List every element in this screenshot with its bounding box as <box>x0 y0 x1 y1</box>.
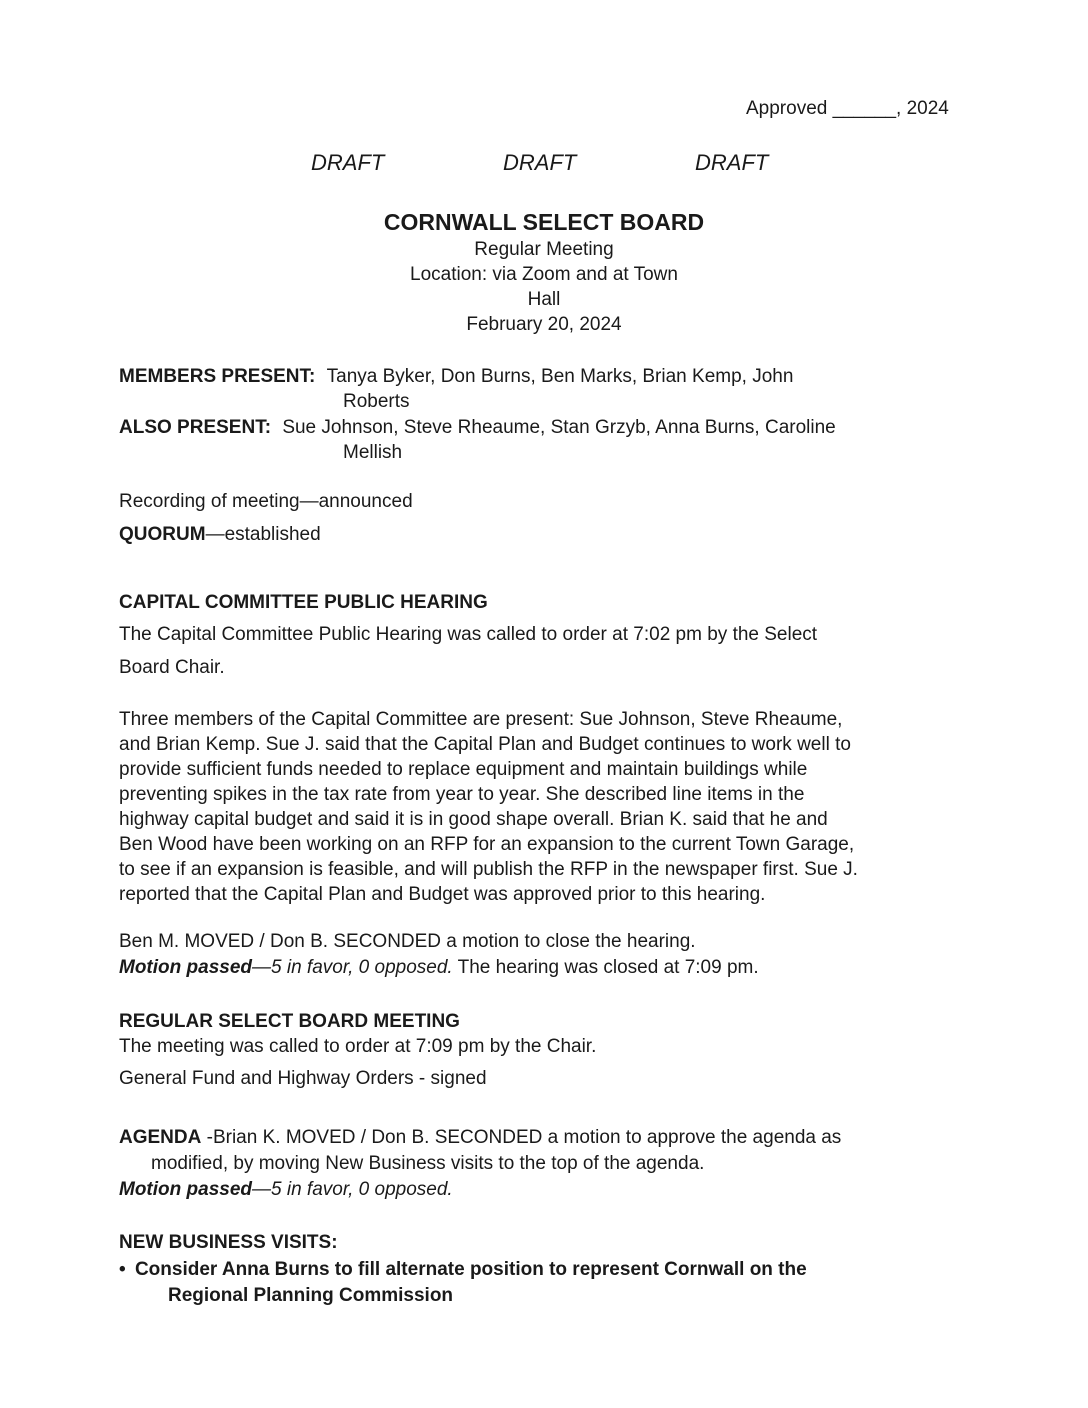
hearing-closed-note: The hearing was closed at 7:09 pm. <box>452 957 759 978</box>
motion-votes: —5 in favor, 0 opposed. <box>252 957 453 978</box>
new-business-heading: NEW BUSINESS VISITS: <box>119 1232 338 1253</box>
capital-hearing-heading: CAPITAL COMMITTEE PUBLIC HEARING <box>119 592 488 613</box>
quorum-text: —established <box>205 524 321 545</box>
capital-hearing-intro-cont: Board Chair. <box>119 657 225 678</box>
motion-passed-label: Motion passed <box>119 1179 253 1200</box>
agenda-motion <box>119 1127 841 1149</box>
draft-mark: DRAFT <box>503 150 577 175</box>
motion-votes: —5 in favor, 0 opposed. <box>252 1179 453 1200</box>
paragraph-line: Three members of the Capital Committee are present: Sue Johnson, Steve Rheaume, <box>119 709 843 730</box>
capital-hearing-paragraph <box>119 707 969 907</box>
hearing-motion: Ben M. MOVED / Don B. SECONDED a motion to close the hearing. <box>119 931 696 952</box>
quorum-label: QUORUM <box>119 524 206 545</box>
also-present <box>119 417 836 439</box>
capital-hearing-intro: The Capital Committee Public Hearing was called to order at 7:02 pm by the Select <box>119 624 818 645</box>
quorum-note <box>119 524 321 546</box>
recording-note: Recording of meeting—announced <box>119 491 413 512</box>
members-present-names-cont: Roberts <box>343 391 410 412</box>
paragraph-line: reported that the Capital Plan and Budget was approved prior to this hearing. <box>119 884 766 905</box>
agenda-motion-result <box>119 1179 453 1201</box>
regular-meeting-called: The meeting was called to order at 7:09 pm by the Chair. <box>119 1036 597 1057</box>
paragraph-line: highway capital budget and said it is in good shape overall. Brian K. said that he and <box>119 809 828 830</box>
meeting-type: Regular Meeting <box>474 239 614 260</box>
members-present <box>119 366 793 388</box>
orders-signed: General Fund and Highway Orders - signed <box>119 1068 487 1089</box>
meeting-date: February 20, 2024 <box>466 314 622 335</box>
draft-mark: DRAFT <box>311 150 385 175</box>
paragraph-line: preventing spikes in the tax rate from year to year. She described line items in the <box>119 784 805 805</box>
new-business-item-cont: Regional Planning Commission <box>168 1285 454 1306</box>
hearing-motion-result <box>119 957 759 979</box>
regular-meeting-heading: REGULAR SELECT BOARD MEETING <box>119 1011 460 1032</box>
meeting-location-cont: Hall <box>527 289 561 310</box>
paragraph-line: and Brian Kemp. Sue J. said that the Capital Plan and Budget continues to work well to <box>119 734 851 755</box>
new-business-item <box>119 1259 807 1281</box>
draft-mark: DRAFT <box>695 150 769 175</box>
members-present-label: MEMBERS PRESENT: <box>119 366 316 387</box>
document-title: CORNWALL SELECT BOARD <box>383 209 705 235</box>
agenda-label: AGENDA <box>119 1127 202 1148</box>
new-business-item-text: Consider Anna Burns to fill alternate position to represent Cornwall on the <box>134 1259 807 1280</box>
meeting-location: Location: via Zoom and at Town <box>410 264 678 285</box>
agenda-motion-text: -Brian K. MOVED / Don B. SECONDED a motion to approve the agenda as <box>201 1127 842 1148</box>
members-present-names: Tanya Byker, Don Burns, Ben Marks, Brian Kemp, John <box>326 366 794 387</box>
paragraph-line: Ben Wood have been working on an RFP for an expansion to the current Town Garage, <box>119 834 855 855</box>
paragraph-line: to see if an expansion is feasible, and will publish the RFP in the newspaper first. Sue J. <box>119 859 858 880</box>
bullet-icon: • <box>119 1259 126 1280</box>
paragraph-line: provide sufficient funds needed to replace equipment and maintain buildings while <box>119 759 808 780</box>
approval-line: Approved ______, 2024 <box>746 98 949 119</box>
also-present-names-cont: Mellish <box>343 442 403 463</box>
motion-passed-label: Motion passed <box>119 957 253 978</box>
agenda-motion-cont: modified, by moving New Business visits to the top of the agenda. <box>151 1153 705 1174</box>
also-present-label: ALSO PRESENT: <box>119 417 272 438</box>
also-present-names: Sue Johnson, Steve Rheaume, Stan Grzyb, Anna Burns, Caroline <box>282 417 836 438</box>
